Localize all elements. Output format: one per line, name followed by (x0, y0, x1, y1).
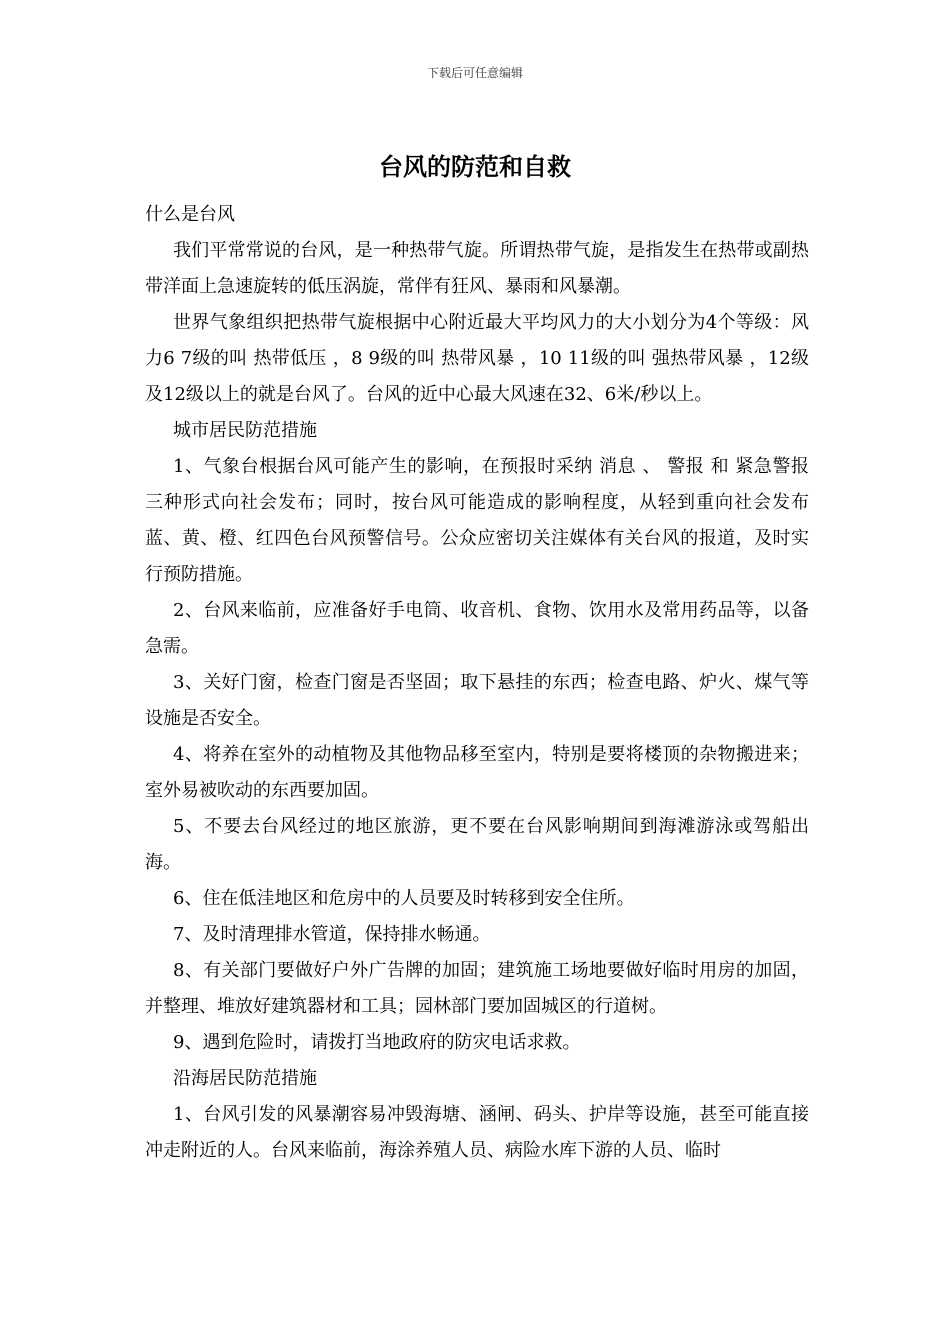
document-body (145, 197, 809, 1169)
list-item: 1、台风引发的风暴潮容易冲毁海塘、涵闸、码头、护岸等设施，甚至可能直接冲走附近的人。台风来临前，海涂养殖人员、病险水库下游的人员、临时 (145, 1104, 809, 1161)
list-item: 9、遇到危险时，请拨打当地政府的防灾电话求救。 (173, 1032, 581, 1053)
paragraph: 世界气象组织把热带气旋根据中心附近最大平均风力的大小划分为4个等级：风力6 7级的叫 热带低压 ，8 9级的叫 热带风暴 ，10 11级的叫 强热带风暴 ，12级及12级以上的就是台风了。台风的近中心最大风速在32、6米/秒以上。 (145, 312, 809, 405)
list-item: 5、不要去台风经过的地区旅游，更不要在台风影响期间到海滩游泳或驾船出海。 (145, 816, 809, 873)
section-heading-what-is: 什么是台风 (145, 204, 235, 225)
list-item: 3、关好门窗，检查门窗是否坚固；取下悬挂的东西；检查电路、炉火、煤气等设施是否安全。 (145, 672, 809, 729)
section-heading-city: 城市居民防范措施 (173, 420, 317, 441)
list-item: 7、及时清理排水管道，保持排水畅通。 (173, 924, 491, 945)
document-title: 台风的防范和自救 (379, 152, 571, 181)
list-item: 1、气象台根据台风可能产生的影响，在预报时采纳 消息 、 警报 和 紧急警报 三种形式向社会发布；同时，按台风可能造成的影响程度，从轻到重向社会发布蓝、黄、橙、红四色台风预警信号。公众应密切关注媒体有关台风的报道，及时实行预防措施。 (145, 456, 809, 585)
list-item: 4、将养在室外的动植物及其他物品移至室内，特别是要将楼顶的杂物搬进来；室外易被吹动的东西要加固。 (145, 744, 809, 801)
list-item: 8、有关部门要做好户外广告牌的加固；建筑施工场地要做好临时用房的加固，并整理、堆放好建筑器材和工具；园林部门要加固城区的行道树。 (145, 960, 809, 1017)
paragraph: 我们平常常说的台风，是一种热带气旋。所谓热带气旋，是指发生在热带或副热带洋面上急速旋转的低压涡旋，常伴有狂风、暴雨和风暴潮。 (145, 240, 809, 297)
page-header-note: 下载后可任意编辑 (426, 66, 523, 80)
list-item: 2、台风来临前，应准备好手电筒、收音机、食物、饮用水及常用药品等，以备急需。 (145, 600, 809, 657)
section-heading-coastal: 沿海居民防范措施 (173, 1068, 317, 1089)
list-item: 6、住在低洼地区和危房中的人员要及时转移到安全住所。 (173, 888, 635, 909)
